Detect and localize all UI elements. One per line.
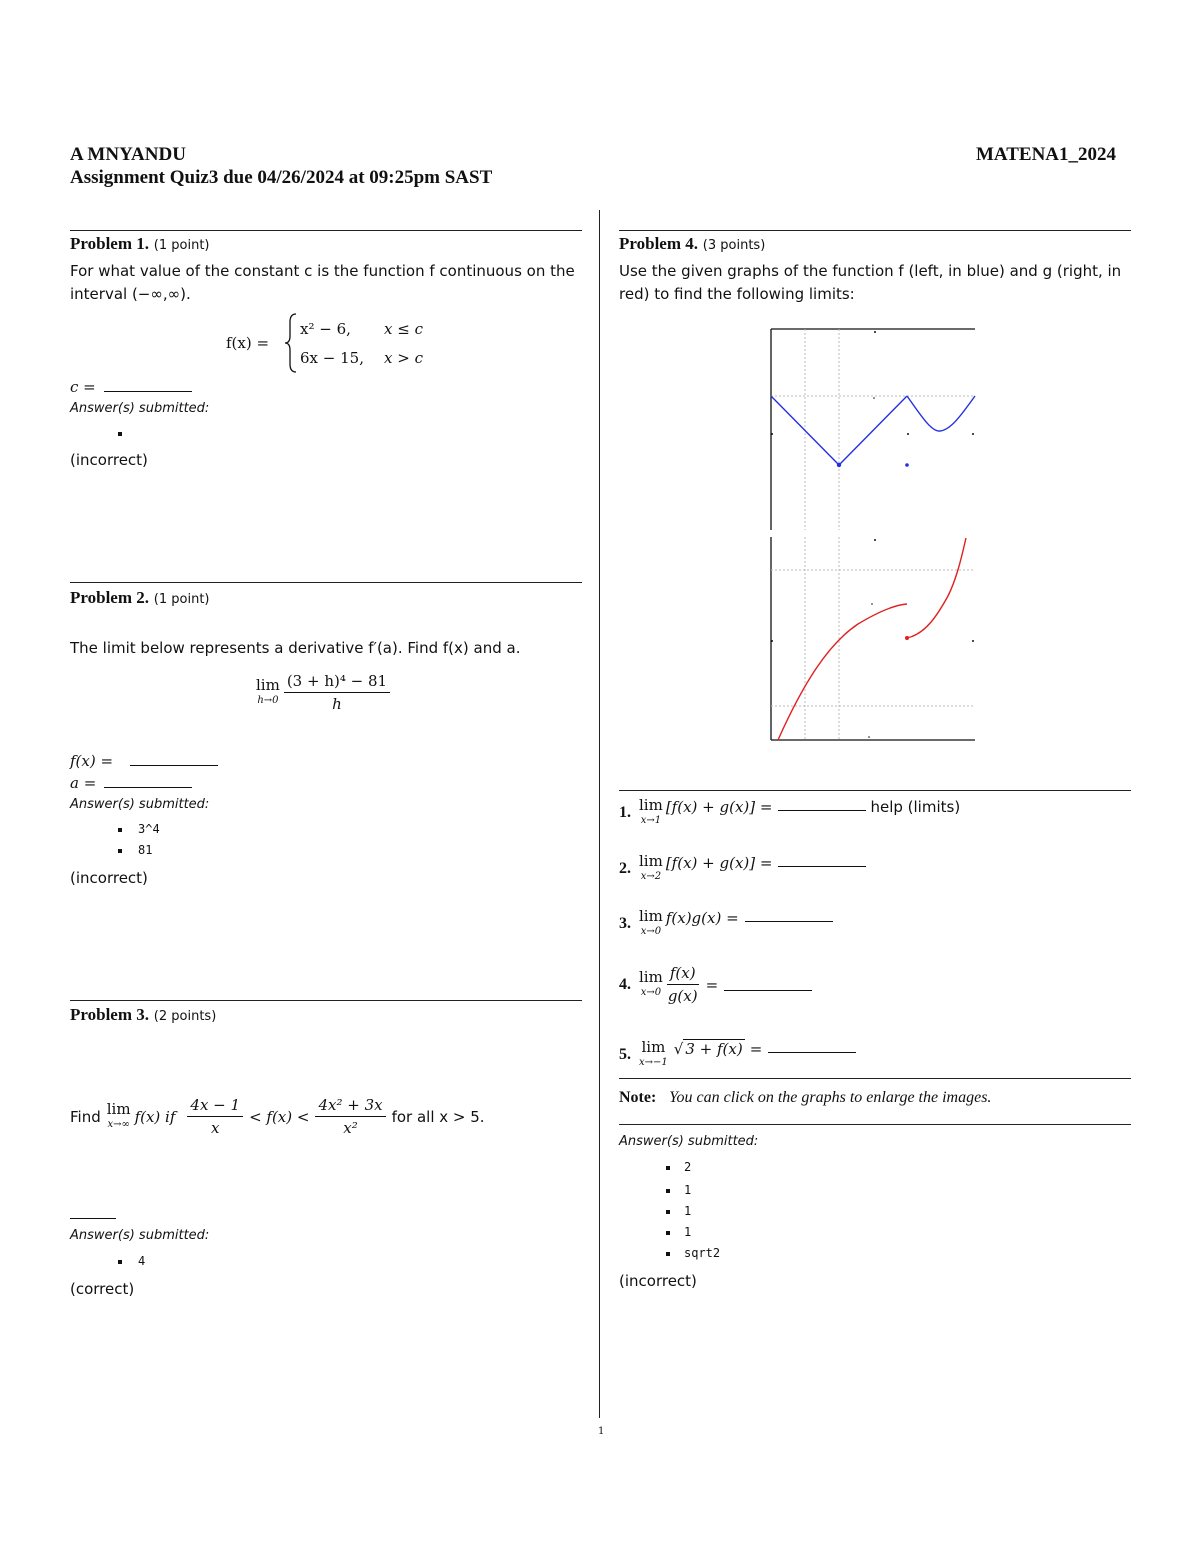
tick-mark bbox=[874, 331, 876, 333]
problem-1-rule bbox=[70, 230, 582, 231]
graph-g[interactable] bbox=[771, 537, 975, 740]
part-5: 5. lim x→−1 √ 3 + f(x) = bbox=[619, 1040, 856, 1070]
answer-bullet bbox=[666, 1231, 670, 1235]
part-1-answer-blank[interactable] bbox=[778, 798, 866, 811]
submitted-answer: 4 bbox=[138, 1254, 146, 1268]
submitted-answer: 1 bbox=[684, 1204, 692, 1218]
part-3: 3. lim x→0 f(x)g(x) = bbox=[619, 909, 833, 939]
problem-1-status: (incorrect) bbox=[70, 451, 148, 469]
problem-4-text: Use the given graphs of the function f (left, in blue) and g (right, in red) to find the following limits: bbox=[619, 262, 1122, 303]
part-4-answer-blank[interactable] bbox=[724, 978, 812, 991]
graph-f[interactable] bbox=[771, 329, 975, 530]
part-5-answer-blank[interactable] bbox=[768, 1040, 856, 1053]
note-bottom-rule bbox=[619, 1124, 1131, 1125]
submitted-answer: 81 bbox=[138, 843, 153, 857]
problem-1-text: For what value of the constant c is the function f continuous on the interval (−∞,∞). bbox=[70, 262, 575, 303]
answer-bullet bbox=[118, 432, 122, 436]
problem-3-title: Problem 3. (2 points) bbox=[70, 1005, 217, 1024]
help-limits-link[interactable]: help (limits) bbox=[870, 798, 961, 816]
part-4: 4. lim x→0 $\frac{f(x)}{g(x)}$ = bbox=[619, 964, 812, 1005]
part-1: 1. lim x→1 [f(x) + g(x)] = help (limits) bbox=[619, 796, 961, 826]
page-number: 1 bbox=[598, 1426, 605, 1437]
student-name: A MNYANDU bbox=[70, 144, 186, 165]
answer-blank-c[interactable] bbox=[104, 391, 192, 392]
problem-2-limit: lim h→0 $\frac{\text{(3 + h)⁴ − 81}}{h}$ bbox=[256, 672, 390, 713]
column-divider bbox=[599, 210, 600, 1418]
parts-top-rule bbox=[619, 790, 1131, 791]
tick-mark bbox=[907, 433, 909, 435]
submitted-answer: 2 bbox=[684, 1160, 692, 1174]
submitted-answer: 1 bbox=[684, 1225, 692, 1239]
tick-mark bbox=[972, 433, 974, 435]
problem-4-status: (incorrect) bbox=[619, 1272, 697, 1290]
tick-mark bbox=[873, 397, 875, 399]
f-point bbox=[905, 463, 909, 467]
case-2-condition: x > c bbox=[384, 349, 423, 367]
tick-mark bbox=[871, 603, 873, 605]
problem-4-title: Problem 4. (3 points) bbox=[619, 234, 766, 253]
answer-blank-fx[interactable] bbox=[130, 765, 218, 766]
submitted-label: Answer(s) submitted: bbox=[70, 1228, 210, 1243]
graph-note: Note: You can click on the graphs to enlarge the images. bbox=[619, 1089, 992, 1106]
tick-mark bbox=[868, 736, 870, 738]
answer-bullet bbox=[118, 828, 122, 832]
tick-mark bbox=[874, 539, 876, 541]
answer-bullet bbox=[666, 1166, 670, 1170]
submitted-answer: 3^4 bbox=[138, 822, 160, 836]
answer-blank-limit[interactable] bbox=[70, 1218, 116, 1219]
answer-bullet bbox=[666, 1252, 670, 1256]
piecewise-brace bbox=[284, 312, 298, 374]
answer-bullet bbox=[666, 1210, 670, 1214]
tick-mark bbox=[972, 640, 974, 642]
case-1-expr: x² − 6, bbox=[300, 320, 351, 338]
answer-bullet bbox=[118, 849, 122, 853]
problem-2-status: (incorrect) bbox=[70, 869, 148, 887]
problem-3-status: (correct) bbox=[70, 1280, 135, 1298]
piecewise-fx: f(x) = bbox=[226, 334, 270, 352]
part-2: 2. lim x→2 [f(x) + g(x)] = bbox=[619, 854, 866, 884]
tick-mark bbox=[771, 640, 773, 642]
submitted-label: Answer(s) submitted: bbox=[619, 1134, 759, 1149]
submitted-label: Answer(s) submitted: bbox=[70, 401, 210, 416]
problem-3-statement: Find lim x→∞ f(x) if $\frac{4x - 1}{x}$ < f(x) < $\frac{\text{4x² + 3x}}{\text{x²}}$ for all x > 5. bbox=[70, 1096, 485, 1137]
g-curve-segment bbox=[907, 538, 966, 638]
problem-4-rule bbox=[619, 230, 1131, 231]
answer-label-a: a = bbox=[70, 774, 97, 792]
part-3-answer-blank[interactable] bbox=[745, 909, 833, 922]
problem-1-title: Problem 1. (1 point) bbox=[70, 234, 210, 253]
course-code: MATENA1_2024 bbox=[976, 144, 1117, 165]
submitted-label: Answer(s) submitted: bbox=[70, 797, 210, 812]
answer-bullet bbox=[118, 1260, 122, 1264]
problem-2-title: Problem 2. (1 point) bbox=[70, 588, 210, 607]
submitted-answer: sqrt2 bbox=[684, 1246, 721, 1260]
answer-bullet bbox=[666, 1189, 670, 1193]
problem-2-rule bbox=[70, 582, 582, 583]
answer-label-c: c = bbox=[70, 378, 96, 396]
answer-label-fx: f(x) = bbox=[70, 752, 114, 770]
f-curve-segment bbox=[907, 396, 975, 431]
problem-2-text: The limit below represents a derivative f′(a). Find f(x) and a. bbox=[70, 639, 521, 657]
note-top-rule bbox=[619, 1078, 1131, 1079]
g-point bbox=[905, 636, 909, 640]
answer-blank-a[interactable] bbox=[104, 787, 192, 788]
case-2-expr: 6x − 15, bbox=[300, 349, 364, 367]
tick-mark bbox=[771, 433, 773, 435]
assignment-title: Assignment Quiz3 due 04/26/2024 at 09:25pm SAST bbox=[70, 167, 493, 188]
problem-3-rule bbox=[70, 1000, 582, 1001]
function-graphs[interactable] bbox=[768, 324, 980, 746]
case-1-condition: x ≤ c bbox=[384, 320, 423, 338]
part-2-answer-blank[interactable] bbox=[778, 854, 866, 867]
g-curve-segment bbox=[778, 604, 907, 740]
f-point bbox=[837, 463, 841, 467]
submitted-answer: 1 bbox=[684, 1183, 692, 1197]
